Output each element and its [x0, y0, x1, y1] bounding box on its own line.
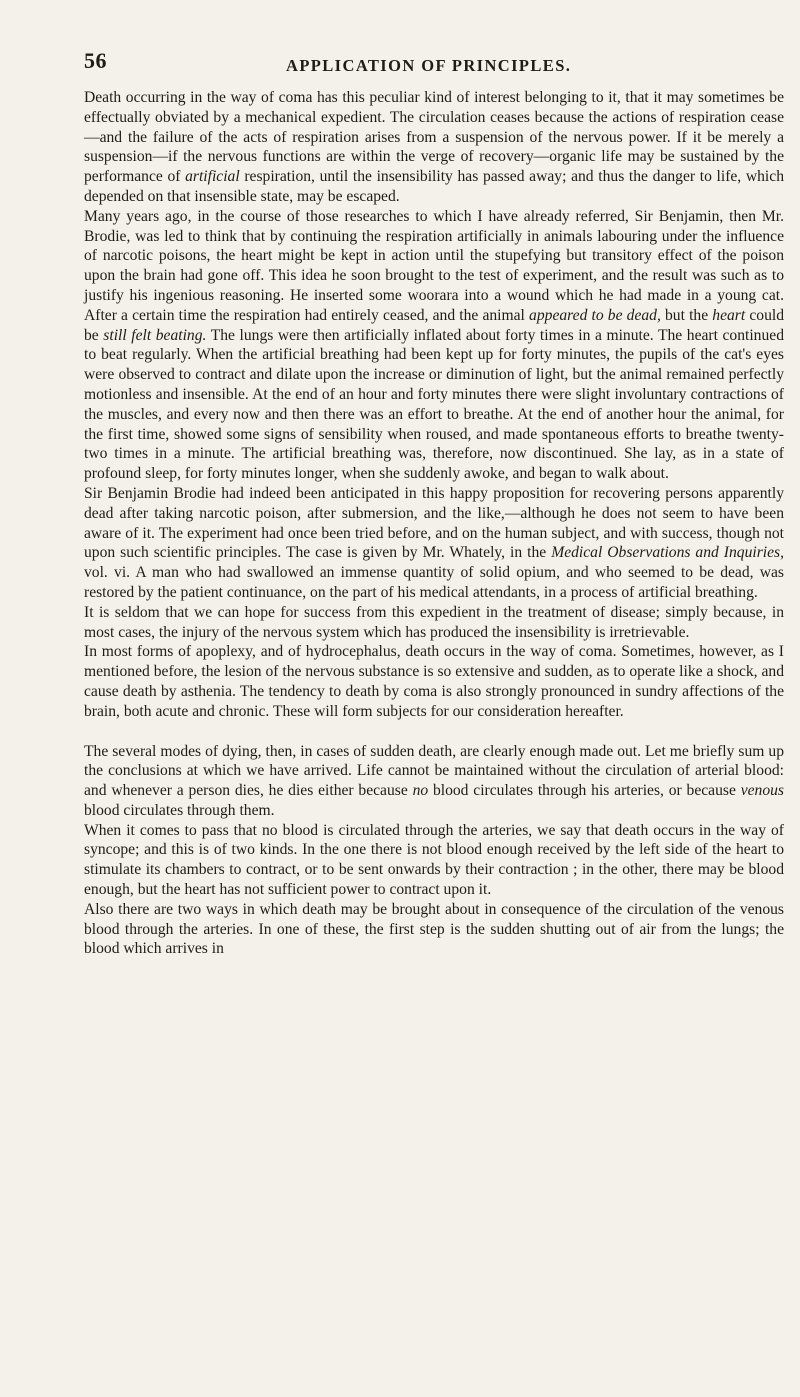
page-header: [84, 48, 784, 88]
text-run: In most forms of apoplexy, and of hydrocephalus, death occurs in the way of coma. Sometimes, however, as I mentioned before, the lesion of the nervous substance is so extensive and sudden, as to operate like a shock, and cause death by asthenia. The tendency to death by coma is also strongly pronounced in sundry affections of the brain, both acute and chronic. These will form subjects for our consideration hereafter.: [84, 643, 784, 720]
text-run: could be: [84, 306, 784, 344]
text-run: Many years ago, in the course of those researches to which I have already referred, Sir Benjamin, then Mr. Brodie, was led to think that by continuing the respiration artificially in animals labouring under the influence of narcotic poisons, the heart might be kept in action until the stupefying but transitory effect of the poison upon the brain had gone off. This idea he soon brought to the test of experiment, and the result was such as to justify his ingenious reasoning. He inserted some woorara into a wound which he had made in a young cat. After a certain time the respiration had entirely ceased, and the animal: [84, 207, 784, 324]
italic-text: Medical Observations and Inquiries,: [551, 544, 784, 562]
text-run: respiration, until the insensibility has passed away; and thus the danger to life, which depended on that insensible state, may be escaped.: [84, 168, 784, 205]
text-run: blood circulates through his arteries, or because: [428, 782, 741, 800]
italic-text: artificial: [185, 168, 240, 186]
text-run: blood circulates through them.: [84, 801, 275, 819]
running-title: APPLICATION OF PRINCIPLES.: [286, 56, 572, 75]
italic-text: venous: [740, 782, 784, 800]
text-run: The several modes of dying, then, in cases of sudden death, are clearly enough made out. Let me briefly sum up the conclusions at which we have arrived. Life cannot be maintained without the circulation of arterial blood: and whenever a person dies, he dies either because: [84, 742, 784, 800]
text-run: but the: [660, 306, 713, 324]
text-run: vol. vi. A man who had swallowed an immense quantity of solid opium, and who seemed to be dead, was restored by the patient continuance, on the part of his medical attendants, in a process of artificial breathing.: [84, 564, 784, 601]
paragraph: [84, 484, 784, 603]
paragraph: [84, 88, 784, 207]
text-run: Sir Benjamin Brodie had indeed been anticipated in this happy proposition for recovering persons apparently dead after taking narcotic poison, after submersion, and the like,—although he does not seem to have been aware of it. The experiment had once been tried before, and on the human subject, and with success, though not upon such scientific principles. The case is given by Mr. Whately, in the: [84, 484, 784, 562]
paragraph: [84, 821, 784, 900]
italic-text: appeared to be dead,: [529, 306, 661, 324]
text-run: Death occurring in the way of coma has this peculiar kind of interest belonging to it, that it may sometimes be effectually obviated by a mechanical expedient. The circulation ceases because the actions of respiration cease—and the failure of the acts of respiration arises from a suspension of the nervous power. If it be merely a suspension—if the nervous functions are within the verge of recovery—organic life may be sustained by the performance of: [84, 89, 784, 186]
paragraph: [84, 742, 784, 821]
book-page: [84, 48, 784, 959]
paragraph: [84, 642, 784, 721]
text-run: The lungs were then artificially inflated about forty times in a minute. The heart continued to beat regularly. When the artificial breathing had been kept up for forty minutes, the pupils of the cat's eyes were observed to contract and dilate upon the increase or diminution of light, but the animal remained perfectly motionless and insensible. At the end of an hour and forty minutes there were slight involuntary contractions of the muscles, and every now and then there was an effort to breathe. At the end of another hour the animal, for the first time, showed some signs of sensibility when roused, and made spontaneous efforts to breathe twenty-two times in a minute. The artificial breathing was, therefore, now discontinued. She lay, as in a state of profound sleep, for forty minutes longer, when she suddenly awoke, and began to walk about.: [84, 326, 784, 483]
italic-text: heart: [712, 306, 746, 324]
paragraph: [84, 900, 784, 959]
page-number: 56: [84, 48, 107, 73]
paragraph: [84, 603, 784, 643]
section-gap: [84, 722, 784, 742]
italic-text: still felt beating.: [103, 326, 207, 344]
body-text: [84, 88, 784, 959]
text-run: Also there are two ways in which death may be brought about in consequence of the circulation of the venous blood through the arteries. In one of these, the first step is the sudden shutting out of air from the lungs; the blood which arrives in: [84, 900, 784, 958]
text-run: When it comes to pass that no blood is circulated through the arteries, we say that death occurs in the way of syncope; and this is of two kinds. In the one there is not blood enough received by the left side of the heart to stimulate its chambers to contract, or to be sent onwards by their contraction ; in the other, there may be blood enough, but the heart has not sufficient power to contract upon it.: [84, 821, 784, 899]
paragraph: [84, 207, 784, 484]
text-run: It is seldom that we can hope for success from this expedient in the treatment of disease; simply because, in most cases, the injury of the nervous system which has produced the insensibility is irretrievable.: [84, 603, 784, 641]
italic-text: no: [412, 782, 429, 800]
